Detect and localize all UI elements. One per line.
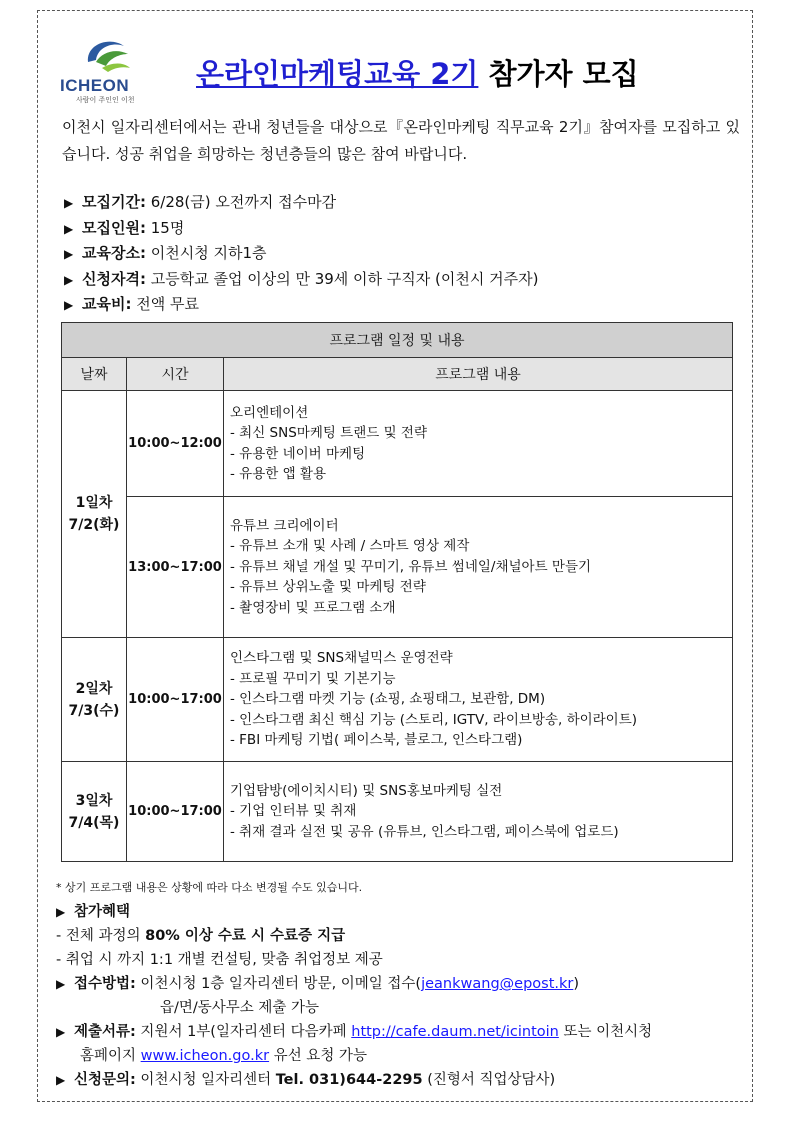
table-row [62,391,733,497]
benefit-item: - 취업 시 까지 1:1 개별 컨설팅, 맞춤 취업정보 제공 [56,952,383,968]
day2-cell: 2일차 7/3(수) [62,638,127,762]
footer-section [56,880,746,1092]
triangle-bullet-icon: ▶ [64,298,74,312]
info-item-period: ▶ 모집기간: 6/28(금) 오전까지 접수마감 [64,190,538,216]
triangle-bullet-icon: ▶ [56,1025,66,1039]
info-item-fee: ▶ 교육비: 전액 무료 [64,292,538,318]
day1-cell: 1일차 7/2(화) [62,391,127,638]
content-cell: 기업탐방(에이치시티) 및 SNS홍보마케팅 실전 - 기업 인터뷰 및 취재 - 취재 결과 실전 및 공유 (유튜브, 인스타그램, 페이스북에 업로드) [224,762,733,862]
time-cell: 10:00~17:00 [127,762,224,862]
column-header-content: 프로그램 내용 [224,358,733,391]
homepage-link[interactable]: www.icheon.go.kr [140,1048,270,1064]
schedule-table [61,322,733,862]
triangle-bullet-icon: ▶ [64,247,74,261]
schedule-note: * 상기 프로그램 내용은 상황에 따라 다소 변경될 수도 있습니다. [56,881,363,894]
icheon-logo [58,32,154,112]
logo-text: ICHEON [60,76,130,95]
info-list [64,190,538,318]
documents-line2: 홈페이지 www.icheon.go.kr 유선 요청 가능 [80,1048,367,1064]
apply-method: ▶ 접수방법: 이천시청 1층 일자리센터 방문, 이메일 접수(jeankwang@epost.kr) [56,972,746,996]
documents: ▶ 제출서류: 지원서 1부(일자리센터 다음카페 http://cafe.daum.net/icintoin 또는 이천시청 [56,1020,746,1044]
triangle-bullet-icon: ▶ [56,905,66,919]
triangle-bullet-icon: ▶ [64,221,74,236]
title-highlight: 온라인마케팅교육 2기 [196,57,479,91]
time-cell: 13:00~17:00 [127,497,224,638]
column-header-day: 날짜 [62,358,127,391]
table-row [62,638,733,762]
content-cell: 인스타그램 및 SNS채널믹스 운영전략 - 프로필 꾸미기 및 기본기능 - 인스타그램 마켓 기능 (쇼핑, 쇼핑태그, 보관함, DM) - 인스타그램 최신 핵심 기능 (스토리, IGTV, 라이브방송, 하이라이트) - FBI 마케팅 기법( 페이스북, 블로그, 인스타그램) [224,638,733,762]
info-item-eligibility: ▶ 신청자격: 고등학교 졸업 이상의 만 39세 이하 구직자 (이천시 거주자) [64,267,538,293]
apply-method-line2: 읍/면/동사무소 제출 가능 [160,1000,320,1016]
intro-paragraph: 이천시 일자리센터에서는 관내 청년들을 대상으로『온라인마케팅 직무교육 2기』참여자를 모집하고 있습니다. 성공 취업을 희망하는 청년층들의 많은 참여 바랍니다. [62,118,740,163]
table-caption: 프로그램 일정 및 내용 [62,323,733,358]
triangle-bullet-icon: ▶ [64,196,74,210]
cafe-link[interactable]: http://cafe.daum.net/icintoin [351,1024,559,1040]
day3-cell: 3일차 7/4(목) [62,762,127,862]
column-header-time: 시간 [127,358,224,391]
title-rest: 참가자 모집 [478,57,639,91]
content-cell: 유튜브 크리에이터 - 유튜브 소개 및 사례 / 스마트 영상 제작 - 유튜브 채널 개설 및 꾸미기, 유튜브 썸네일/채널아트 만들기 - 유튜브 상위노출 및 마케팅 전략 - 촬영장비 및 프로그램 소개 [224,497,733,638]
triangle-bullet-icon: ▶ [56,1073,66,1087]
info-item-headcount: ▶ 모집인원: 15명 [64,216,538,242]
benefit-item: - 전체 과정의 80% 이상 수료 시 수료증 지급 [56,928,346,944]
page-title [196,52,639,93]
time-cell: 10:00~12:00 [127,391,224,497]
triangle-bullet-icon: ▶ [64,272,74,287]
table-row [62,762,733,862]
info-item-location: ▶ 교육장소: 이천시청 지하1층 [64,241,538,267]
logo-slogan: 사람이 주인인 이천 [76,96,135,104]
contact: ▶ 신청문의: 이천시청 일자리센터 Tel. 031)644-2295 (진형서 직업상담사) [56,1068,746,1092]
benefit-heading: ▶ 참가혜택 [56,900,746,924]
logo-emblem-icon [58,32,154,80]
triangle-bullet-icon: ▶ [56,977,66,991]
table-row [62,497,733,638]
time-cell: 10:00~17:00 [127,638,224,762]
email-link[interactable]: jeankwang@epost.kr [421,976,574,992]
content-cell: 오리엔테이션 - 최신 SNS마케팅 트랜드 및 전략 - 유용한 네이버 마케팅 - 유용한 앱 활용 [224,391,733,497]
